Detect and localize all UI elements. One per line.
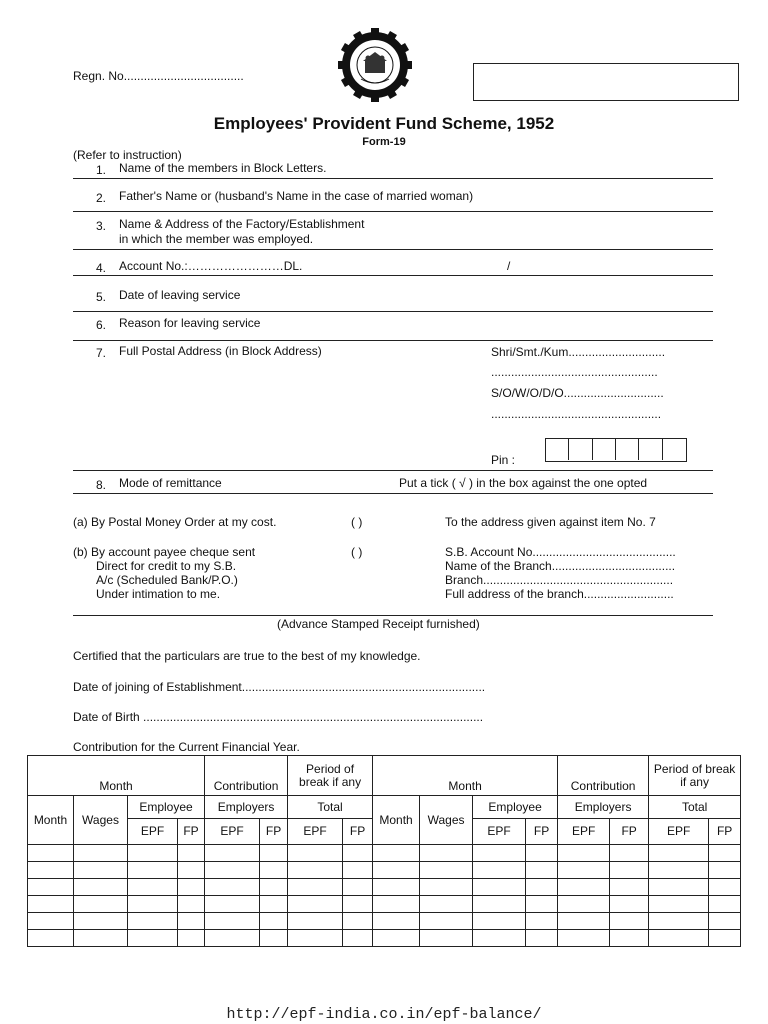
divider <box>73 340 713 341</box>
col-epf: EPF <box>128 819 178 845</box>
tick-instruction: Put a tick ( √ ) in the box against the one opted <box>399 476 648 490</box>
option-money-order-checkbox[interactable]: ( ) <box>351 515 363 529</box>
col-wages: Wages <box>74 796 128 845</box>
epfo-logo-icon <box>337 27 413 103</box>
option-money-order: (a) By Postal Money Order at my cost. <box>73 515 277 529</box>
table-row[interactable] <box>28 879 741 896</box>
pin-box-divider <box>662 438 663 460</box>
col-fp: FP <box>343 819 373 845</box>
col-employee: Employee <box>473 796 558 819</box>
item-number: 3. <box>96 219 107 233</box>
item-establishment-label: Name & Address of the Factory/Establishment <box>119 217 365 231</box>
header-period-break: Period of break if any <box>288 756 373 796</box>
table-row[interactable] <box>28 896 741 913</box>
col-fp: FP <box>526 819 558 845</box>
office-use-box <box>473 63 739 101</box>
divider <box>73 615 713 616</box>
col-fp: FP <box>709 819 741 845</box>
address-line-2: .................................................. <box>491 365 658 379</box>
regn-no: Regn. No.................................... <box>73 69 244 83</box>
item-number: 2. <box>96 191 107 205</box>
branch: Branch......................................................... <box>445 573 674 587</box>
divider <box>73 493 713 494</box>
certification: Certified that the particulars are true to the best of my knowledge. <box>73 649 421 663</box>
item-father-name-label: Father's Name or (husband's Name in the case of married woman) <box>119 189 474 203</box>
item-postal-address-label: Full Postal Address (in Block Address) <box>119 344 322 358</box>
sb-account-no: S.B. Account No........................................... <box>445 545 676 559</box>
divider <box>73 311 713 312</box>
col-employers: Employers <box>558 796 649 819</box>
col-fp: FP <box>610 819 649 845</box>
contribution-heading: Contribution for the Current Financial Year. <box>73 740 300 754</box>
table-row[interactable] <box>28 862 741 879</box>
branch-name: Name of the Branch..................................... <box>445 559 676 573</box>
item-leaving-reason-label: Reason for leaving service <box>119 316 261 330</box>
option-cheque-line-3: A/c (Scheduled Bank/P.O.) <box>96 573 238 587</box>
divider <box>73 470 713 471</box>
address-line-4: ................................................... <box>491 407 662 421</box>
divider <box>73 178 713 179</box>
item-establishment-label-2: in which the member was employed. <box>119 232 314 246</box>
table-row[interactable] <box>28 913 741 930</box>
option-money-order-note: To the address given against item No. 7 <box>445 515 656 529</box>
col-epf: EPF <box>558 819 610 845</box>
table-row[interactable] <box>28 845 741 862</box>
refer-instruction: (Refer to instruction) <box>73 148 182 162</box>
option-cheque: (b) By account payee cheque sent <box>73 545 256 559</box>
col-epf: EPF <box>473 819 526 845</box>
item-number: 4. <box>96 261 107 275</box>
pin-box-divider <box>638 438 639 460</box>
divider <box>73 275 713 276</box>
item-number: 6. <box>96 318 107 332</box>
col-employers: Employers <box>205 796 288 819</box>
divider <box>73 249 713 250</box>
col-employee: Employee <box>128 796 205 819</box>
option-cheque-line-4: Under intimation to me. <box>96 587 221 601</box>
col-epf: EPF <box>649 819 709 845</box>
account-slash: / <box>507 259 511 273</box>
col-fp: FP <box>178 819 205 845</box>
pin-code-boxes[interactable] <box>545 438 687 462</box>
item-number: 7. <box>96 346 107 360</box>
item-account-no-label: Account No.:……………………DL. <box>119 259 303 273</box>
col-fp: FP <box>260 819 288 845</box>
address-line-name: Shri/Smt./Kum............................. <box>491 345 666 359</box>
header-period-break: Period of break if any <box>649 756 741 796</box>
item-number: 5. <box>96 290 107 304</box>
pin-box-divider <box>568 438 569 460</box>
contribution-table <box>27 755 741 947</box>
divider <box>73 211 713 212</box>
col-month: Month <box>373 796 420 845</box>
option-cheque-line-2: Direct for credit to my S.B. <box>96 559 237 573</box>
receipt-note: (Advance Stamped Receipt furnished) <box>277 617 480 631</box>
pin-label: Pin : <box>491 453 516 467</box>
table-row[interactable] <box>28 930 741 947</box>
col-epf: EPF <box>205 819 260 845</box>
item-leaving-date-label: Date of leaving service <box>119 288 241 302</box>
col-wages: Wages <box>420 796 473 845</box>
branch-full-address: Full address of the branch........................... <box>445 587 674 601</box>
item-number: 1. <box>96 163 107 177</box>
col-month: Month <box>28 796 74 845</box>
footer-url[interactable]: http://epf-india.co.in/epf-balance/ <box>226 1006 542 1023</box>
item-remittance-label: Mode of remittance <box>119 476 222 490</box>
address-line-relation: S/O/W/O/D/O.............................. <box>491 386 664 400</box>
form-number: Form-19 <box>362 136 406 148</box>
form-title: Employees' Provident Fund Scheme, 1952 <box>213 114 555 133</box>
date-of-birth: Date of Birth ...................................................................................................... <box>73 710 484 724</box>
item-number: 8. <box>96 478 107 492</box>
pin-box-divider <box>615 438 616 460</box>
header-month: Month <box>373 756 558 796</box>
col-total: Total <box>288 796 373 819</box>
col-epf: EPF <box>288 819 343 845</box>
item-member-name-label: Name of the members in Block Letters. <box>119 161 327 175</box>
header-contribution: Contribution <box>558 756 649 796</box>
option-cheque-checkbox[interactable]: ( ) <box>351 545 363 559</box>
header-contribution: Contribution <box>205 756 288 796</box>
date-of-joining: Date of joining of Establishment......................................................................... <box>73 680 486 694</box>
header-month: Month <box>28 756 205 796</box>
col-total: Total <box>649 796 741 819</box>
pin-box-divider <box>592 438 593 460</box>
